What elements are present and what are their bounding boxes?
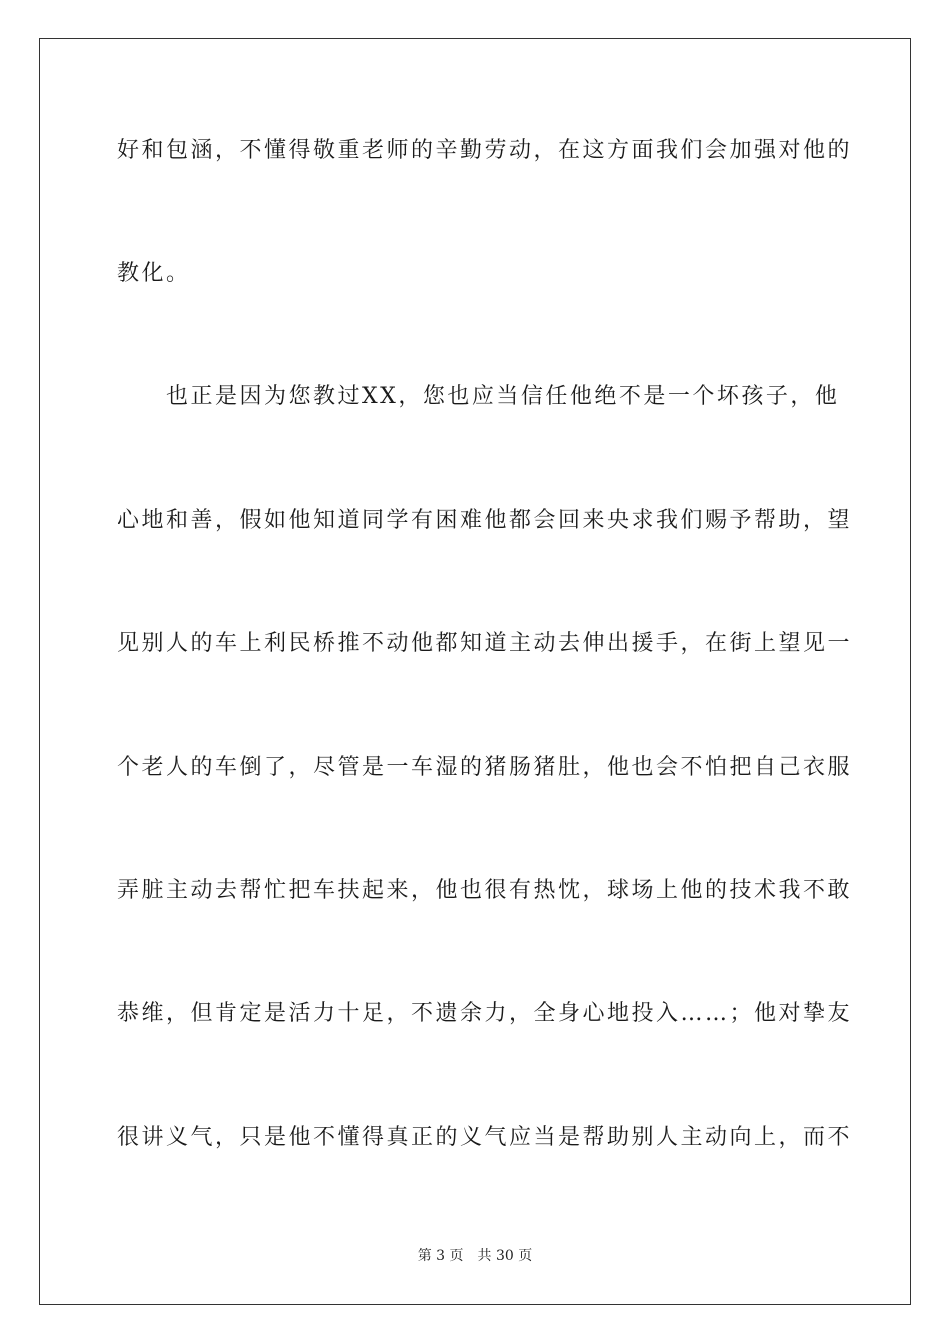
page-border [39, 38, 911, 1305]
body-text-line: 也正是因为您教过XX，您也应当信任他绝不是一个坏孩子，他 [117, 384, 840, 409]
body-text-line: 恭维，但肯定是活力十足，不遗余力，全身心地投入……；他对挚友 [117, 1001, 853, 1026]
total-pages: 共 30 页 [477, 1248, 533, 1264]
body-text-line: 个老人的车倒了，尽管是一车湿的猪肠猪肚，他也会不怕把自己衣服 [117, 755, 853, 780]
page-number: 第 3 页 [417, 1248, 464, 1264]
body-text-line: 教化。 [117, 261, 191, 286]
body-text-line: 弄脏主动去帮忙把车扶起来，他也很有热忱，球场上他的技术我不敢 [117, 878, 853, 903]
body-text-line: 见别人的车上利民桥推不动他都知道主动去伸出援手，在街上望见一 [117, 631, 853, 656]
body-text-line: 很讲义气，只是他不懂得真正的义气应当是帮助别人主动向上，而不 [117, 1125, 853, 1150]
body-text-line: 好和包涵，不懂得敬重老师的辛勤劳动，在这方面我们会加强对他的 [117, 138, 853, 163]
body-text-line: 心地和善，假如他知道同学有困难他都会回来央求我们赐予帮助，望 [117, 508, 853, 533]
page-footer [0, 1246, 950, 1266]
